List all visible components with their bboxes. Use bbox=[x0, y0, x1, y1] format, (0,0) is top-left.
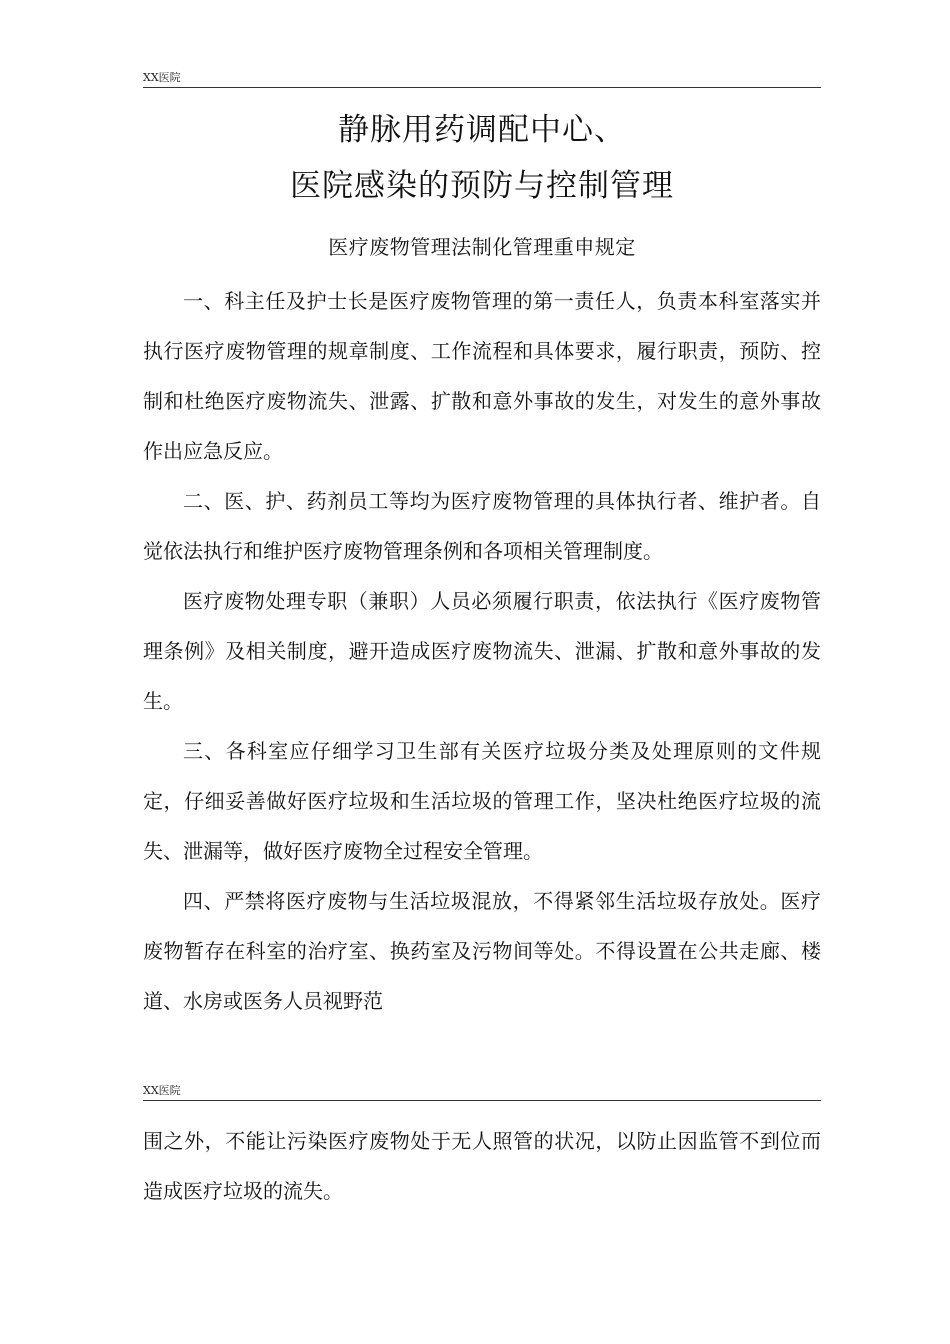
document-title-line2: 医院感染的预防与控制管理 bbox=[290, 168, 674, 204]
document-title-line1: 静脉用药调配中心、 bbox=[338, 112, 626, 148]
header-hospital-name: XX医院 bbox=[143, 71, 181, 84]
paragraph-1: 一、科主任及护士长是医疗废物管理的第一责任人，负责本科室落实并执行医疗废物管理的规章制度、工作流程和具体要求，履行职责，预防、控制和杜绝医疗废物流失、泄露、扩散和意外事故的发生，对发生的意外事故作出应急反应。 bbox=[143, 289, 821, 463]
continuation-paragraph: 围之外，不能让污染医疗废物处于无人照管的状况，以防止因监管不到位而造成医疗垃圾的流失。 bbox=[143, 1129, 821, 1203]
continuation-body bbox=[143, 1116, 821, 1216]
document-body bbox=[143, 276, 821, 1026]
page2-header-hospital-name: XX医院 bbox=[143, 1084, 181, 1097]
paragraph-3: 医疗废物处理专职（兼职）人员必须履行职责，依法执行《医疗废物管理条例》及相关制度，避开造成医疗废物流失、泄漏、扩散和意外事故的发生。 bbox=[143, 589, 821, 713]
running-header bbox=[143, 71, 821, 88]
paragraph-4: 三、各科室应仔细学习卫生部有关医疗垃圾分类及处理原则的文件规定，仔细妥善做好医疗垃圾和生活垃圾的管理工作，坚决杜绝医疗垃圾的流失、泄漏等，做好医疗废物全过程安全管理。 bbox=[143, 739, 821, 863]
paragraph-2: 二、医、护、药剂员工等均为医疗废物管理的具体执行者、维护者。自觉依法执行和维护医疗废物管理条例和各项相关管理制度。 bbox=[143, 489, 821, 563]
page2-running-header bbox=[143, 1084, 821, 1101]
paragraph-5: 四、严禁将医疗废物与生活垃圾混放，不得紧邻生活垃圾存放处。医疗废物暂存在科室的治疗室、换药室及污物间等处。不得设置在公共走廊、楼道、水房或医务人员视野范 bbox=[143, 889, 821, 1013]
document-subtitle: 医疗废物管理法制化管理重申规定 bbox=[328, 235, 636, 259]
